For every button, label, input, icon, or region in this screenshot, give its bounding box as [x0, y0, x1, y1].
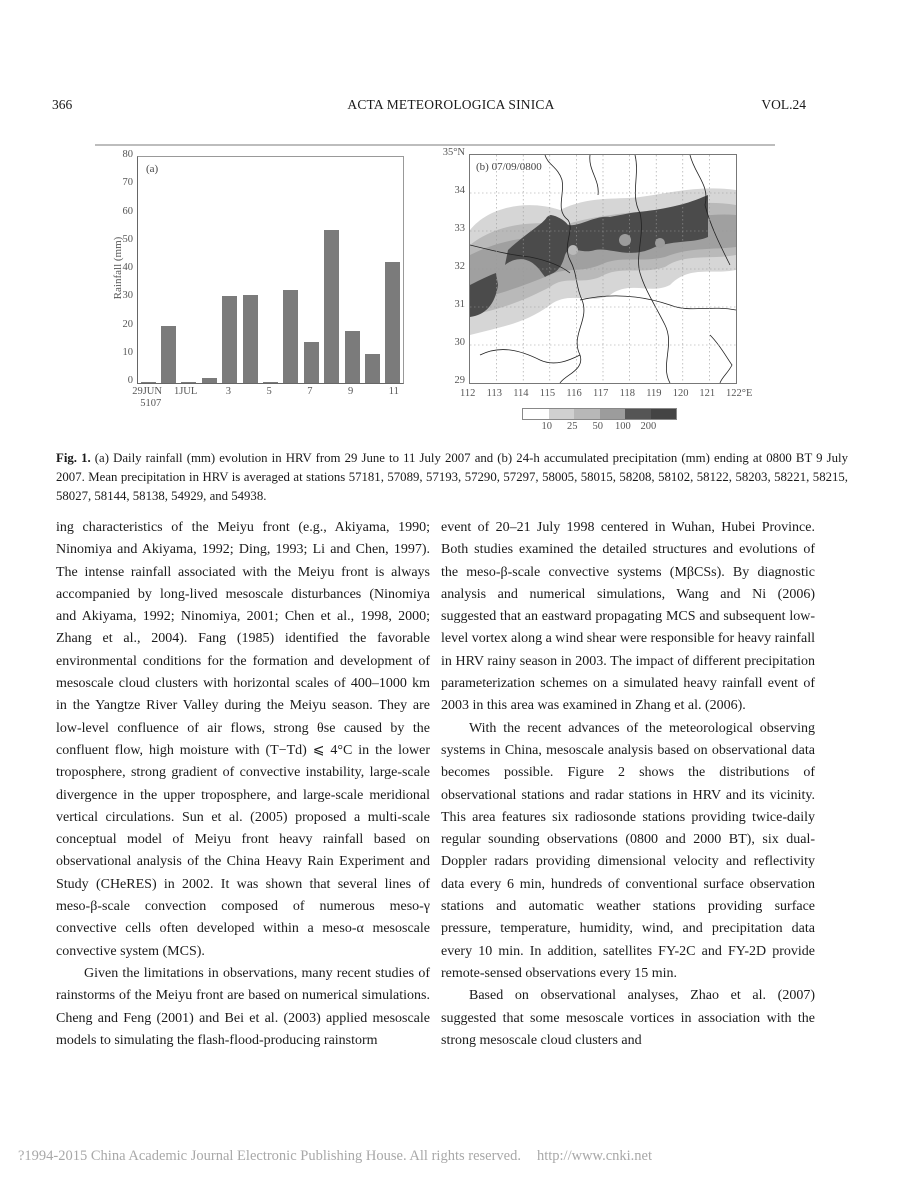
panel-b-label: (b) 07/09/0800 [476, 161, 542, 173]
bar [345, 331, 360, 383]
paragraph: Based on observational analyses, Zhao et al. (2007) suggested that some mesoscale vortices in association with the strong mesoscale cloud clusters and [441, 988, 815, 1048]
legend-label: 25 [567, 421, 578, 432]
longitude-tick-label: 112 [460, 388, 476, 399]
bar [181, 382, 196, 383]
paragraph: With the recent advances of the meteorological observing systems in China, mesoscale analysis based on observational data becomes possible. Figure 2 shows the distributions of observational stations and radar stations in HRV and its vicinity. This area features six radiosonde stations providing twice-daily regular sounding observations (0800 and 2000 BT), six dual-Doppler radars providing dimensional velocity and reflectivity data every 6 min, hundreds of conventional surface observation stations and automatic weather stations providing surface pressure, temperature, humidity, wind, and precipitation data every 10 min. In addition, satellites FY-2C and FY-2D provide remote-sensed observations every 15 min. [441, 720, 815, 981]
running-head [0, 97, 902, 117]
precipitation-contours [470, 155, 736, 383]
latitude-tick-label: 34 [454, 185, 465, 196]
y-tick-label: 40 [122, 262, 133, 273]
x-tick-label: 3 [225, 386, 231, 397]
y-tick-label: 80 [122, 149, 133, 160]
bar-plot-area [137, 156, 404, 384]
paragraph: ing characteristics of the Meiyu front (e.g., Akiyama, 1990; Ninomiya and Akiyama, 1992; Ding, 1993; Li and Chen, 1997). The intense rainfall associated with the Meiyu front is always accompanied by long-lived mesoscale disturbances (Ninomiya and Akiyama, 1992; Ninomiya, 2001; Chen et al., 1998, 2000; Zhang et al., 2004). Fang (1985) identified the favorable environmental conditions for the formation and development of mesoscale cloud clusters with horizontal scales of 400–1000 km in the Yangtze River Valley during the Meiyu season. They are low-level confluence of air flows, strong θse caused by the confluent flow, high moisture with (T−Td) ⩽ 4°C in the lower troposphere, strong gradient of convective instability, large-scale divergence in the upper troposphere, and large-scale meridional vertical circulations. Sun et al. (2005) proposed a multi-scale conceptual model of Meiyu front heavy rainfall based on observational analysis of the China Heavy Rain Experiment and Study (CHeRES) in 2002. It was shown that several lines of meso-β-scale convection composed of numerous meso-γ convective cells often developed within a meso-α mesoscale convective system (MCS). [56, 520, 430, 959]
figure-caption [56, 449, 848, 506]
latitude-tick-label: 30 [454, 337, 465, 348]
map-frame [469, 154, 737, 384]
paragraph: Given the limitations in observations, many recent studies of rainstorms of the Meiyu front are based on numerical simulations. Cheng and Feng (2001) and Bei et al. (2003) applied mesoscale models to simulating the flash-flood-producing rainstorm [56, 965, 430, 1048]
longitude-tick-label: 115 [539, 388, 556, 399]
legend-label: 200 [640, 421, 657, 432]
legend-swatch [625, 409, 651, 419]
panel-a-label: (a) [146, 163, 159, 175]
x-tick-label: 5 [266, 386, 272, 397]
bar [141, 382, 156, 383]
latitude-tick-label: 31 [454, 299, 465, 310]
bar-chart-daily-rainfall [95, 144, 415, 436]
y-tick-label: 0 [127, 375, 133, 386]
bar [161, 326, 176, 383]
latitude-tick-label: 32 [454, 261, 465, 272]
x-tick-label: 1JUL [173, 386, 198, 397]
longitude-tick-label: 113 [486, 388, 502, 399]
left-column [56, 517, 430, 1052]
longitude-tick-label: 119 [646, 388, 662, 399]
bar [202, 378, 217, 383]
bar [243, 295, 258, 383]
right-column [441, 517, 815, 1052]
y-tick-label: 70 [122, 177, 133, 189]
bar [324, 230, 339, 383]
longitude-tick-label: 118 [619, 388, 635, 399]
longitude-tick-label: 117 [593, 388, 609, 399]
legend-label: 50 [592, 421, 603, 432]
legend-label: 100 [615, 421, 631, 432]
bar [263, 382, 278, 383]
bar [365, 354, 380, 383]
legend-swatch [574, 409, 600, 419]
y-tick-label: 20 [122, 318, 133, 330]
y-tick-label: 60 [122, 205, 133, 217]
figure-1 [95, 144, 775, 436]
legend-swatch [523, 409, 549, 419]
longitude-tick-label: 122°E [726, 388, 753, 399]
y-axis-label: Rainfall (mm) [112, 236, 124, 300]
legend-label: 10 [541, 421, 552, 432]
latitude-tick-label: 29 [454, 375, 465, 386]
x-tick-label: 11 [388, 386, 399, 397]
legend-swatch [549, 409, 575, 419]
latitude-tick-label: 35°N [442, 147, 465, 158]
bar [222, 296, 237, 383]
page-footer [18, 1148, 652, 1165]
longitude-tick-label: 114 [513, 388, 529, 399]
x-tick-label: 29JUN [132, 386, 162, 397]
legend-swatch [600, 409, 626, 419]
page-number: 366 [52, 97, 73, 112]
x-tick-sublabel: 5107 [140, 398, 162, 409]
x-tick-label: 9 [348, 386, 354, 397]
caption-label: Fig. 1. [56, 451, 91, 465]
longitude-tick-label: 116 [566, 388, 582, 399]
caption-text: (a) Daily rainfall (mm) evolution in HRV from 29 June to 11 July 2007 and (b) 24-h accumulated precipitation (mm) ending at 0800 BT 9 July 2007. Mean precipitation in HRV is averaged at stations 57181, 57089, 57193, 57290, 57297, 58005, 58015, 58208, 58102, 58122, 58203, 58221, 58215, 58027, 58144, 58138, 54929, and 54938. [56, 451, 848, 503]
bar [283, 290, 298, 383]
footer-link[interactable]: http://www.cnki.net [536, 1148, 653, 1164]
color-legend [522, 408, 677, 420]
bar [304, 342, 319, 383]
precipitation-map [425, 144, 775, 436]
bar [385, 262, 400, 383]
y-tick-label: 10 [122, 346, 133, 358]
latitude-tick-label: 33 [454, 223, 465, 234]
y-tick-label: 30 [122, 290, 133, 302]
longitude-tick-label: 120 [672, 388, 689, 399]
legend-swatch [651, 409, 677, 419]
paragraph: event of 20–21 July 1998 centered in Wuhan, Hubei Province. Both studies examined the detailed structures and evolutions of the meso-β-scale convective systems (MβCSs). By diagnostic analysis and numerical simulations, Wang and Ni (2006) suggested that an eastward propagating MCS and subsequent low-level vortex along a wind shear were responsible for heavy rainfall in HRV rainy season in 2003. The impact of different precipitation parameterization schemes on a simulated heavy rainfall event of 2003 in this area was examined in Zhang et al. (2006). [441, 520, 815, 714]
copyright-notice: ?1994-2015 China Academic Journal Electronic Publishing House. All rights reserved. [18, 1148, 521, 1164]
x-tick-label: 7 [307, 386, 313, 397]
longitude-tick-label: 121 [699, 388, 716, 399]
volume-label: VOL.24 [761, 97, 806, 112]
y-tick-label: 50 [122, 233, 133, 245]
journal-title: ACTA METEOROLOGICA SINICA [347, 97, 555, 112]
